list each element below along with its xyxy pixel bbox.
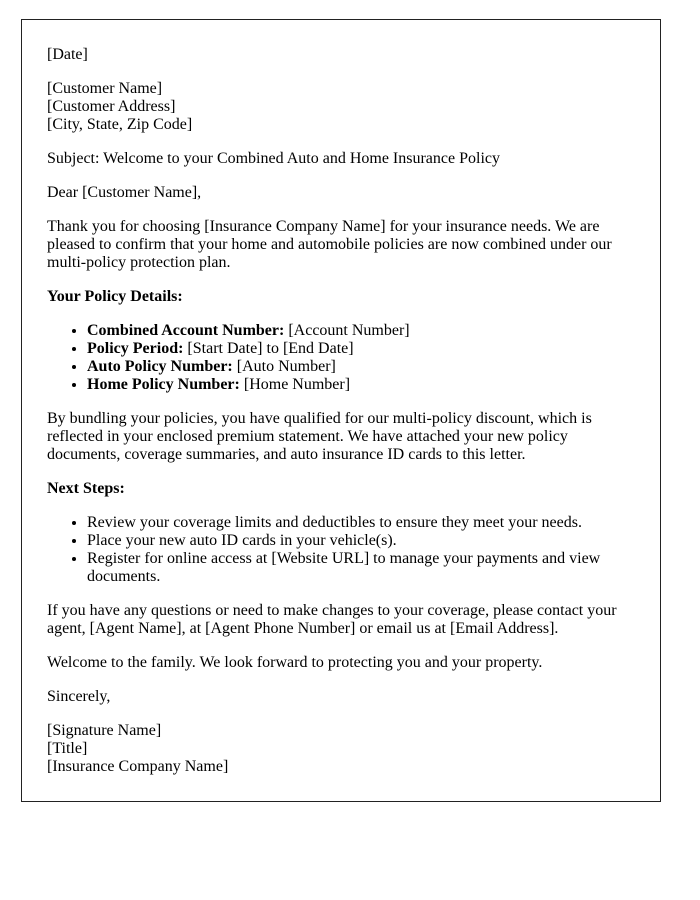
policy-detail-value: [Start Date] to [End Date] (183, 340, 354, 357)
recipient-block (47, 80, 635, 134)
intro-paragraph: Thank you for choosing [Insurance Company Name] for your insurance needs. We are pleased to confirm that your home and automobile policies are now combined under our multi-policy protection plan. (47, 218, 612, 271)
bundling-paragraph: By bundling your policies, you have qualified for our multi-policy discount, which is reflected in your enclosed premium statement. We have attached your new policy documents, coverage summaries, and auto insurance ID cards to this letter. (47, 410, 592, 463)
recipient-address: [Customer Address] (47, 98, 176, 115)
policy-detail-label: Combined Account Number: (87, 322, 285, 339)
signature-block (47, 722, 635, 776)
next-step-item: • Register for online access at [Website URL] to manage your payments and view documents. (87, 550, 635, 586)
policy-detail-item (87, 322, 635, 340)
policy-details-heading: Your Policy Details: (47, 288, 183, 305)
policy-detail-label: Home Policy Number: (87, 376, 240, 393)
recipient-city-state-zip: [City, State, Zip Code] (47, 116, 193, 133)
letter-container (21, 19, 661, 802)
next-step-item: • Place your new auto ID cards in your vehicle(s). (87, 532, 635, 550)
policy-detail-label: Policy Period: (87, 340, 184, 357)
next-step-item: • Review your coverage limits and deductibles to ensure they meet your needs. (87, 514, 635, 532)
next-steps-heading: Next Steps: (47, 480, 125, 497)
contact-paragraph: If you have any questions or need to make changes to your coverage, please contact your agent, [Agent Name], at [Agent Phone Number] or email us at [Email Address]. (47, 602, 617, 637)
policy-details-list (47, 322, 635, 394)
next-steps-list (47, 514, 635, 586)
subject-line: Subject: Welcome to your Combined Auto and Home Insurance Policy (47, 150, 500, 167)
policy-detail-item (87, 376, 635, 394)
signature-title: [Title] (47, 740, 88, 757)
policy-detail-item (87, 340, 635, 358)
policy-detail-value: [Account Number] (284, 322, 410, 339)
policy-detail-item (87, 358, 635, 376)
date-line: [Date] (47, 46, 88, 63)
welcome-paragraph: Welcome to the family. We look forward to protecting you and your property. (47, 654, 543, 671)
signature-company: [Insurance Company Name] (47, 758, 229, 775)
policy-detail-label: Auto Policy Number: (87, 358, 233, 375)
policy-detail-value: [Home Number] (239, 376, 351, 393)
policy-detail-value: [Auto Number] (232, 358, 336, 375)
recipient-name: [Customer Name] (47, 80, 163, 97)
salutation: Dear [Customer Name], (47, 184, 202, 201)
signature-name: [Signature Name] (47, 722, 162, 739)
closing-line: Sincerely, (47, 688, 111, 705)
